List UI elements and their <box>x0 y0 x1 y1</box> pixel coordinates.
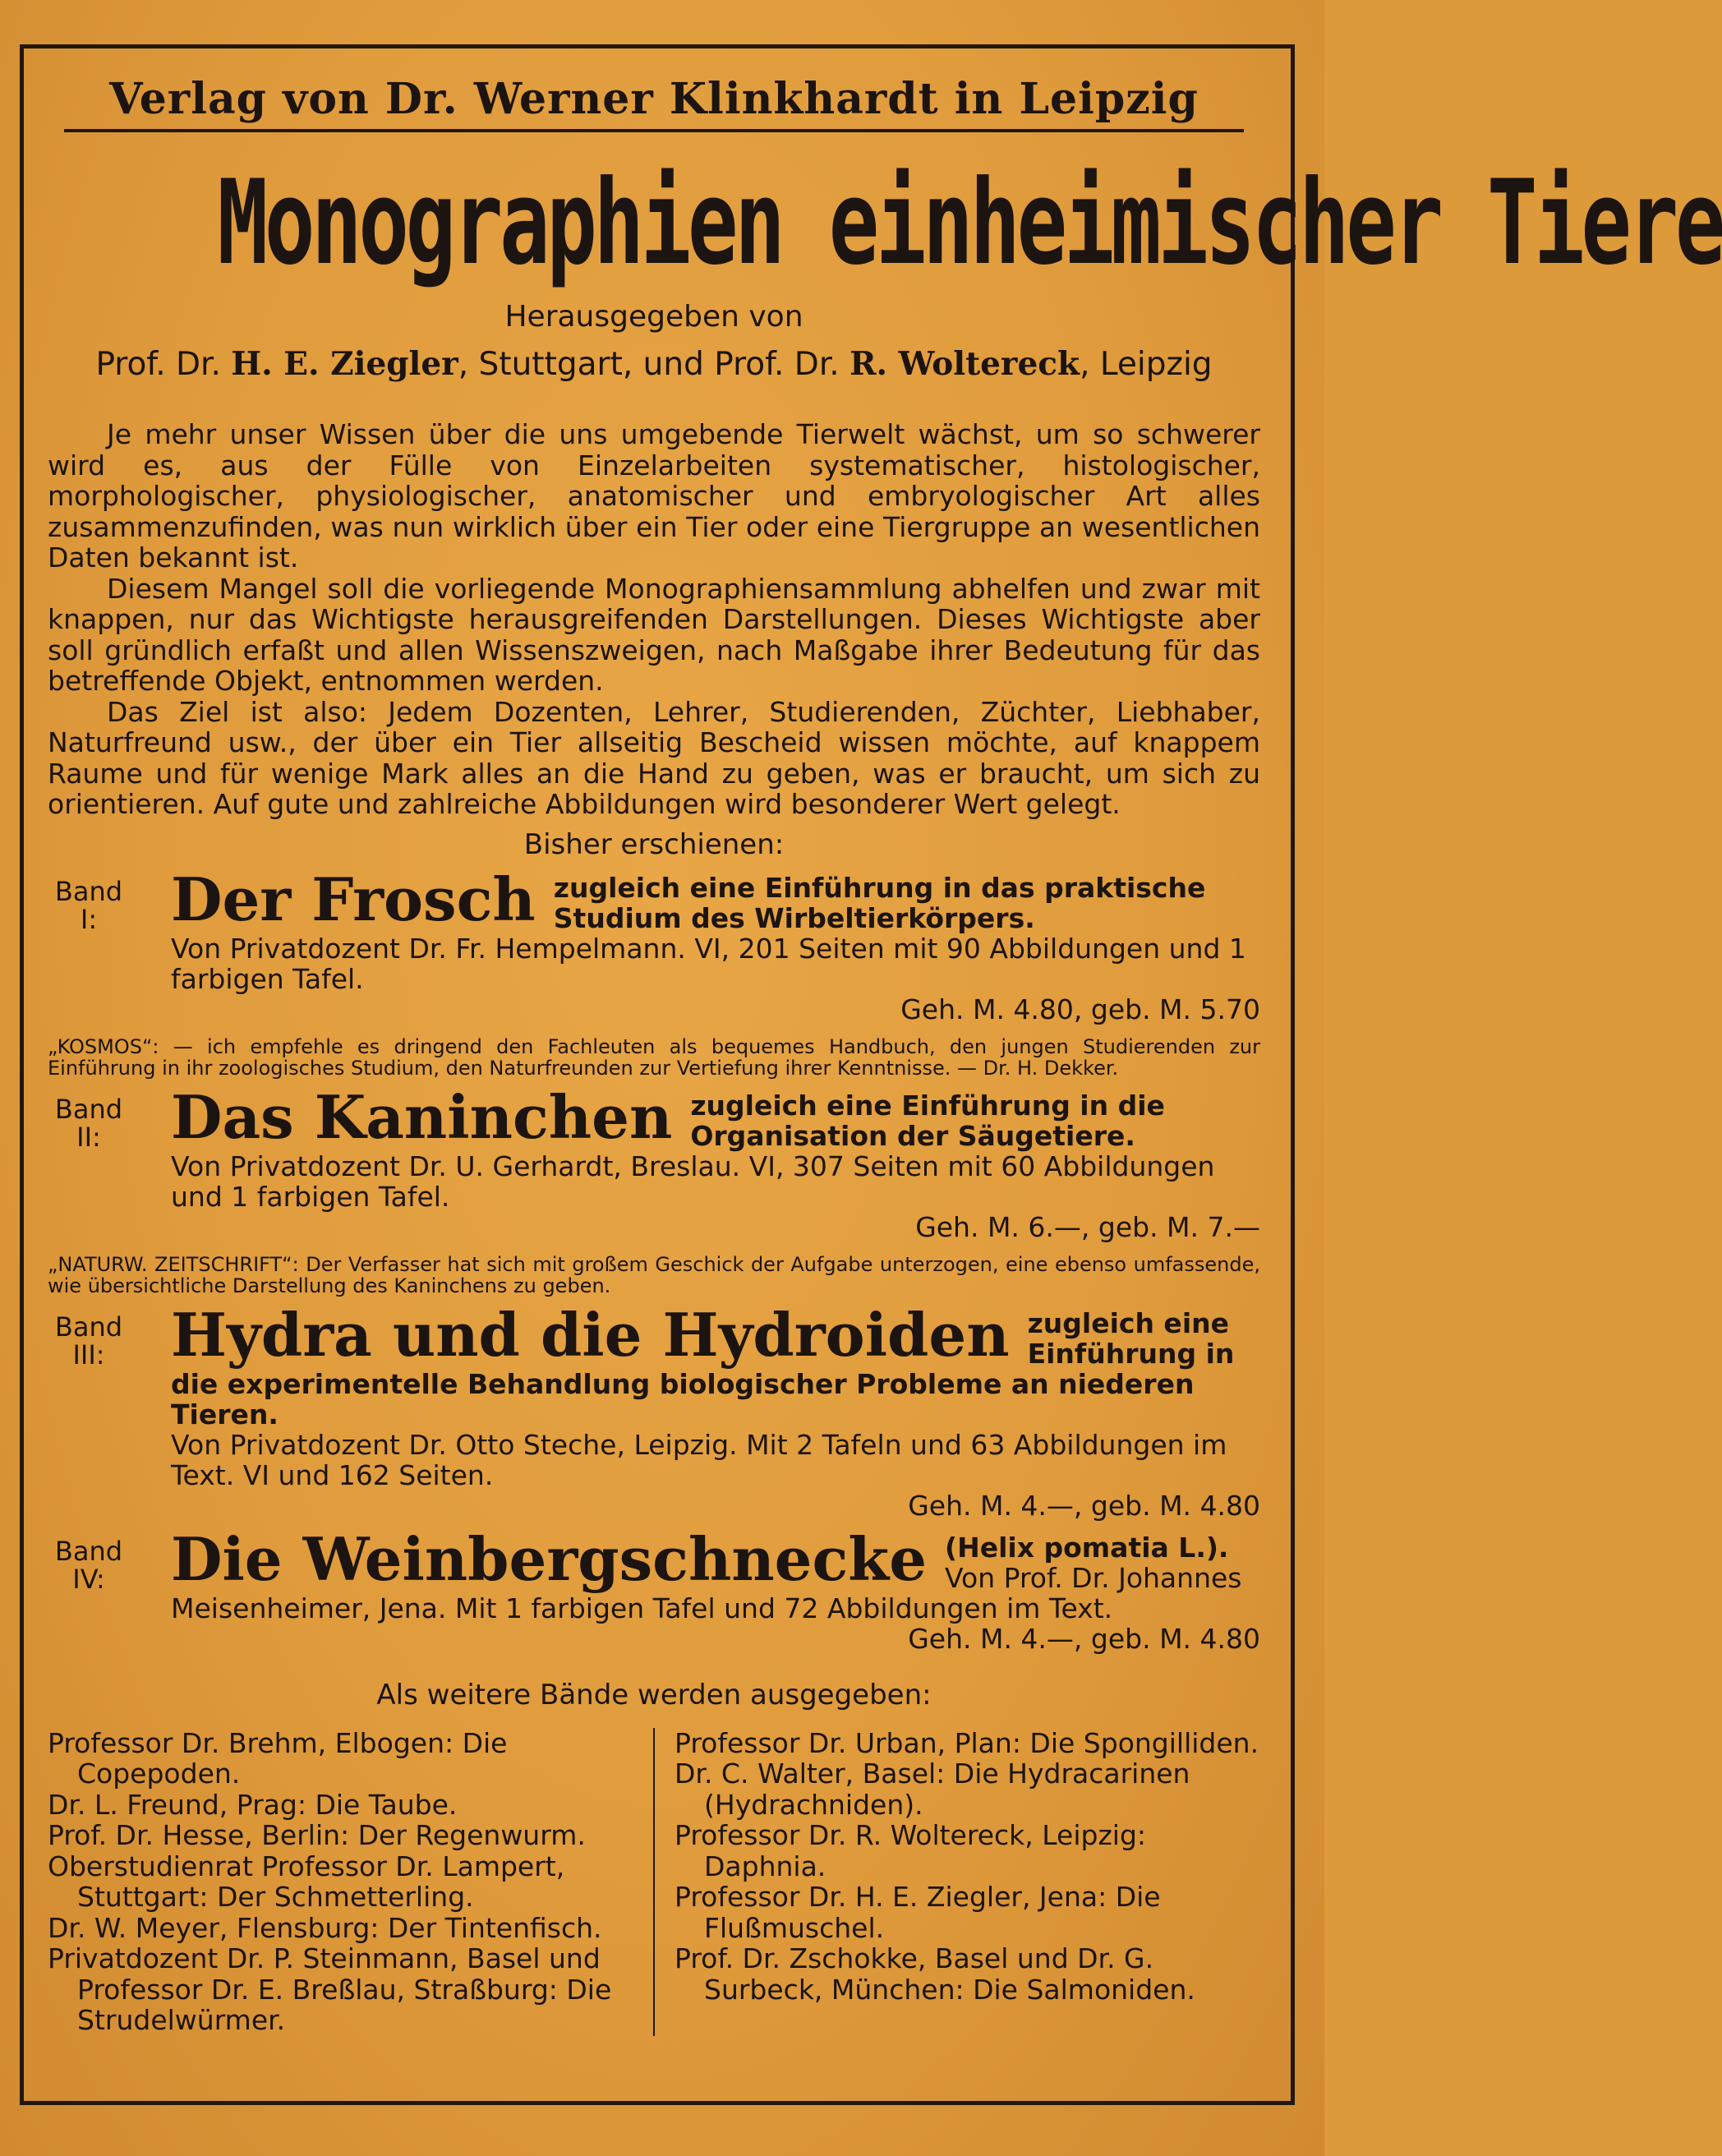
band-author-line: Von Privatdozent Dr. U. Gerhardt, Breslau. VI, 307 Seiten mit 60 Abbildungen und 1 farbigen Tafel. <box>171 1149 1215 1213</box>
future-volumes-label: Als weitere Bände werden ausgegeben: <box>376 1678 932 1711</box>
series-title: Monographien einheimischer Tiere <box>217 155 1722 291</box>
intro-paragraph: Diesem Mangel soll die vorliegende Monographiensammlung abhelfen und zwar mit knappen, nur das Wichtigste herausgreifenden Darstellungen. Dieses Wichtigste aber soll gründlich erfaßt und allen Wissenszweigen, nach Maßgabe ihrer Bedeutung für das betreffende Objekt, entnommen werden. <box>48 572 1260 697</box>
future-entry: Professor Dr. Brehm, Elbogen: Die Copepoden. <box>48 1726 508 1790</box>
published-label: Bisher erschienen: <box>523 827 785 861</box>
future-entry: Dr. C. Walter, Basel: Die Hydracarinen (Hydrachniden). <box>675 1758 1190 1821</box>
band-label: Band IV: <box>54 1535 123 1595</box>
band-title: Die Weinbergschnecke <box>171 1523 928 1594</box>
editors-line <box>48 345 1260 383</box>
editors-mid: , Stuttgart, und Prof. Dr. <box>458 346 850 383</box>
band-review: „KOSMOS“: — ich empfehle es dringend den Fachleuten als bequemes Handbuch, den jungen Studierenden zur Einführung in ihr zoologisches Studium, den Naturfreunden zur Vertiefung ihrer Kenntnisse. — Dr. H. Dekker. <box>48 1034 1260 1080</box>
intro-paragraph: Je mehr unser Wissen über die uns umgebende Tierwelt wächst, um so schwerer wird es, aus der Fülle von Einzelarbeiten systematischer, histologischer, morphologischer, physiologischer, anatomischer und embryologischer Art alles zusammenzufinden, was nun wirklich über ein Tier oder eine Tiergruppe an wesentlichen Daten bekannt ist. <box>48 418 1260 574</box>
intro-text <box>48 419 1260 820</box>
editor-ziegler: H. E. Ziegler <box>231 345 458 383</box>
future-entry: Dr. W. Meyer, Flensburg: Der Tintenfisch. <box>48 1911 602 1944</box>
band-price: Geh. M. 4.—, geb. M. 4.80 <box>908 1622 1260 1655</box>
band-subtitle: zugleich eine Einführung in die Organisation der Säugetiere. <box>690 1089 1165 1152</box>
band-title: Das Kaninchen <box>171 1081 673 1152</box>
band-author-line: Von Privatdozent Dr. Otto Steche, Leipzig. Mit 2 Tafeln und 63 Abbildungen im Text. VI und 162 Seiten. <box>171 1428 1227 1491</box>
future-entry: Privatdozent Dr. P. Steinmann, Basel und Professor Dr. E. Breßlau, Straßburg: Die Strudelwürmer. <box>48 1942 612 2036</box>
content <box>48 74 1722 2036</box>
future-volumes <box>48 1728 1260 2036</box>
publisher-heading: Verlag von Dr. Werner Klinkhardt in Leipzig <box>64 74 1244 132</box>
future-entry: Professor Dr. H. E. Ziegler, Jena: Die Flußmuschel. <box>675 1881 1161 1944</box>
band-review: „NATURW. ZEITSCHRIFT“: Der Verfasser hat sich mit großem Geschick der Aufgabe unterzogen, eine ebenso umfassende, wie übersichtliche Darstellung des Kaninchens zu geben. <box>48 1252 1260 1297</box>
future-entry: Dr. L. Freund, Prag: Die Taube. <box>48 1788 458 1821</box>
band-entry <box>48 1081 1260 1297</box>
band-price: Geh. M. 4.—, geb. M. 4.80 <box>908 1489 1260 1522</box>
future-entry: Prof. Dr. Zschokke, Basel und Dr. G. Surbeck, München: Die Salmoniden. <box>675 1942 1195 2006</box>
band-entry <box>48 1299 1260 1522</box>
editor-woltereck: R. Woltereck <box>849 345 1080 383</box>
editors-suffix: , Leipzig <box>1080 346 1213 383</box>
band-author-line: Von Privatdozent Dr. Fr. Hempelmann. VI, 201 Seiten mit 90 Abbildungen und 1 farbigen Tafel. <box>171 932 1246 995</box>
editors-prefix: Prof. Dr. <box>95 346 232 383</box>
band-label: Band I: <box>54 875 123 935</box>
future-entry: Prof. Dr. Hesse, Berlin: Der Regenwurm. <box>48 1819 586 1851</box>
band-label: Band III: <box>54 1311 123 1371</box>
future-entry: Oberstudienrat Professor Dr. Lampert, Stuttgart: Der Schmetterling. <box>48 1850 565 1913</box>
band-title: Hydra und die Hydroiden <box>171 1299 1010 1370</box>
band-subtitle: (Helix pomatia L.). <box>945 1531 1229 1564</box>
future-entry: Professor Dr. R. Woltereck, Leipzig: Daphnia. <box>675 1819 1147 1882</box>
intro-paragraph: Das Ziel ist also: Jedem Dozenten, Lehrer, Studierenden, Züchter, Liebhaber, Naturfreund usw., der über ein Tier allseitig Bescheid wissen möchte, auf knappem Raume und für wenige Mark alles an die Hand zu geben, was er braucht, um sich zu orientieren. Auf gute und zahlreiche Abbildungen wird besonderer Wert gelegt. <box>48 695 1260 820</box>
future-list-left <box>48 1728 655 2036</box>
band-subtitle: zugleich eine Einführung in die experimentelle Behandlung biologischer Probleme an niederen Tieren. <box>171 1306 1235 1430</box>
future-entry: Professor Dr. Urban, Plan: Die Spongilliden. <box>675 1726 1259 1759</box>
editor-label: Herausgegeben von <box>504 300 803 334</box>
band-price: Geh. M. 6.—, geb. M. 7.— <box>915 1210 1260 1243</box>
band-label: Band II: <box>54 1093 123 1153</box>
band-entry <box>48 1523 1260 1655</box>
band-subtitle: zugleich eine Einführung in das praktische Studium des Wirbeltierkörpers. <box>553 871 1206 934</box>
future-list-right <box>655 1728 1260 2036</box>
band-entry <box>48 864 1260 1080</box>
band-price: Geh. M. 4.80, geb. M. 5.70 <box>900 993 1260 1025</box>
band-author-line: Von Prof. Dr. Johannes Meisenheimer, Jena. Mit 1 farbigen Tafel und 72 Abbildungen im Text. <box>171 1561 1242 1624</box>
band-title: Der Frosch <box>171 864 536 934</box>
